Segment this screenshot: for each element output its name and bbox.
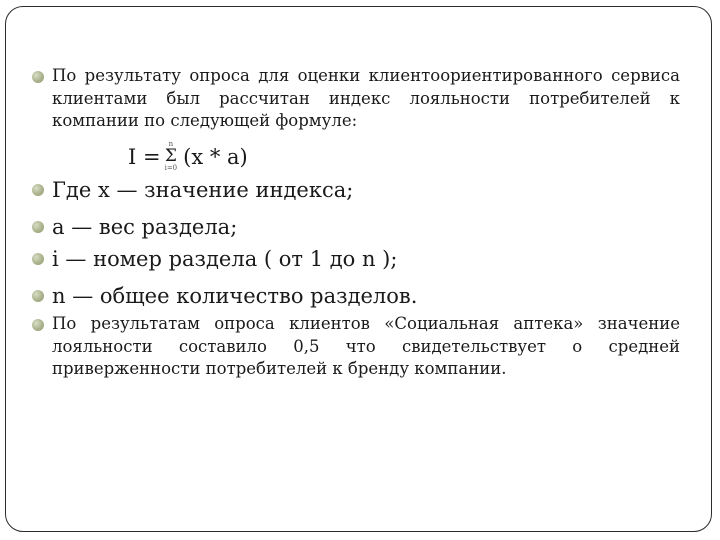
sigma-lower-limit: i=0 <box>164 164 178 172</box>
definition-n: n — общее количество разделов. <box>52 284 418 308</box>
bullet-icon <box>32 319 44 331</box>
list-item-conclusion <box>52 313 680 381</box>
definition-i: i — номер раздела ( от 1 до n ); <box>52 247 398 271</box>
bullet-icon <box>32 71 44 83</box>
list-item-x <box>52 177 680 203</box>
bullet-icon <box>32 290 44 302</box>
definition-x: Где x — значение индекса; <box>52 178 354 202</box>
sigma-icon <box>165 141 178 172</box>
bullet-icon <box>32 184 44 196</box>
sigma-upper-limit: n <box>168 140 174 148</box>
bullet-icon <box>32 221 44 233</box>
bullet-icon <box>32 253 44 265</box>
definition-a: a — вес раздела; <box>52 215 238 239</box>
list-item-i <box>52 246 680 272</box>
list-item-intro <box>52 65 680 133</box>
list-item-n <box>52 283 680 309</box>
formula-lhs: I = <box>128 144 161 169</box>
conclusion-text: По результатам опроса клиентов «Социальная аптека» значение лояльности составило 0,5 что свидетельствует о средней приверженности потребителей к бренду компании. <box>52 314 680 378</box>
list-item-a <box>52 214 680 240</box>
intro-text: По результату опроса для оценки клиентоориентированного сервиса клиентами был рассчитан индекс лояльности потребителей к компании по следующей формуле: <box>52 66 680 130</box>
sigma-symbol: Σ <box>164 146 177 166</box>
formula-rhs: (x * a) <box>183 144 248 169</box>
loyalty-formula <box>128 141 248 172</box>
slide-frame <box>5 6 712 532</box>
